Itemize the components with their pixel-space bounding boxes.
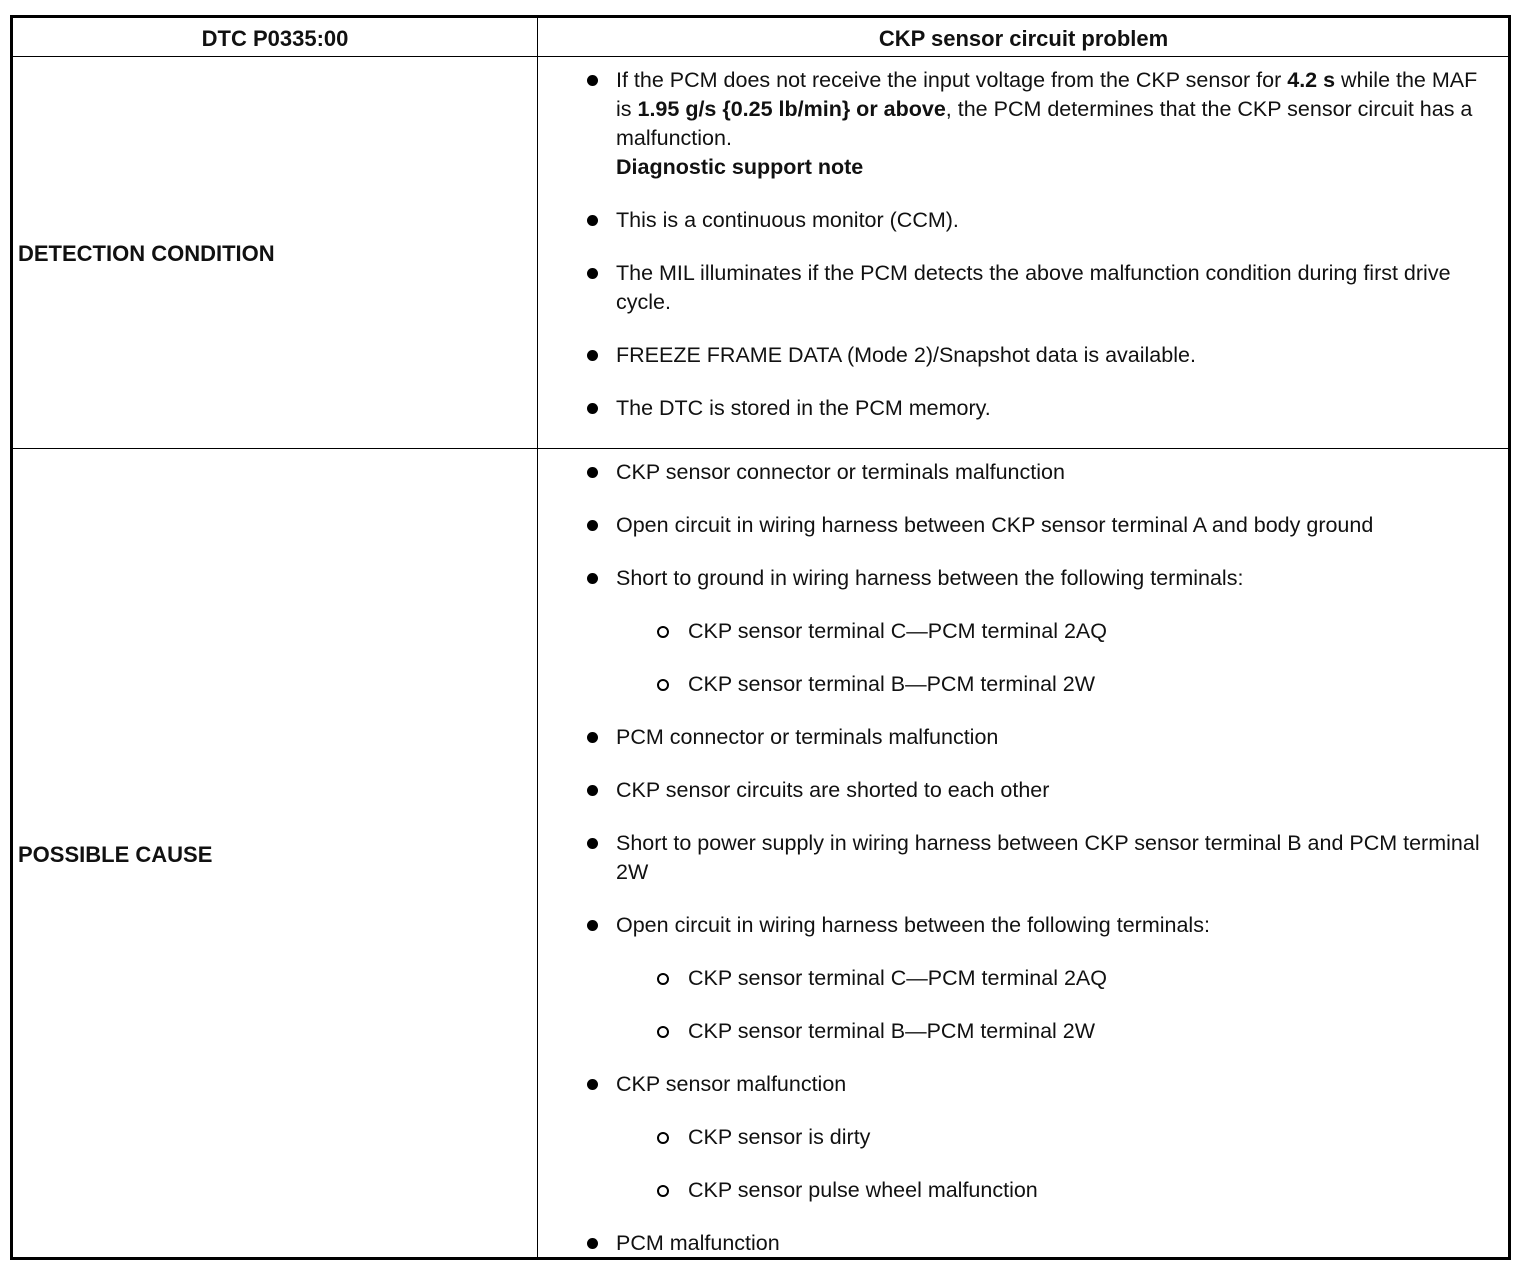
sub-bullet-icon [657, 1185, 669, 1197]
dtc-table [10, 15, 1511, 1260]
sub-bullet-icon [657, 626, 669, 638]
list-item: The DTC is stored in the PCM memory. [539, 394, 1508, 423]
detection-condition-cell [539, 66, 1508, 423]
sub-list-item: CKP sensor is dirty [539, 1123, 1508, 1152]
column-divider [537, 18, 538, 1257]
diagnostic-support-note-heading: Diagnostic support note [616, 155, 864, 179]
possible-cause-cell [539, 458, 1508, 1258]
bullet-icon [587, 573, 598, 584]
list-item: Short to ground in wiring harness between the following terminals: [539, 564, 1508, 593]
list-item: CKP sensor malfunction [539, 1070, 1508, 1099]
bullet-icon [587, 75, 598, 86]
list-item: PCM connector or terminals malfunction [539, 723, 1508, 752]
dtc-code-header: DTC P0335:00 [201, 26, 349, 51]
list-item: CKP sensor circuits are shorted to each other [539, 776, 1508, 805]
detection-condition-label: DETECTION CONDITION [18, 241, 275, 266]
bullet-icon [587, 520, 598, 531]
bullet-icon [587, 920, 598, 931]
bullet-icon [587, 1238, 598, 1249]
possible-cause-label: POSSIBLE CAUSE [18, 842, 213, 867]
bullet-icon [587, 1079, 598, 1090]
bullet-icon [587, 215, 598, 226]
sub-list-item: CKP sensor terminal C—PCM terminal 2AQ [539, 964, 1508, 993]
sub-bullet-icon [657, 679, 669, 691]
sub-list-item: CKP sensor terminal B—PCM terminal 2W [539, 1017, 1508, 1046]
bullet-icon [587, 403, 598, 414]
sub-list-item: CKP sensor terminal B—PCM terminal 2W [539, 670, 1508, 699]
bullet-icon [587, 350, 598, 361]
list-item: FREEZE FRAME DATA (Mode 2)/Snapshot data is available. [539, 341, 1508, 370]
list-item: Open circuit in wiring harness between CKP sensor terminal A and body ground [539, 511, 1508, 540]
bullet-icon [587, 732, 598, 743]
sub-bullet-icon [657, 1132, 669, 1144]
sub-list-item: CKP sensor pulse wheel malfunction [539, 1176, 1508, 1205]
bullet-icon [587, 268, 598, 279]
bullet-icon [587, 467, 598, 478]
bullet-icon [587, 785, 598, 796]
dtc-title-header: CKP sensor circuit problem [878, 26, 1169, 51]
list-item: The MIL illuminates if the PCM detects the above malfunction condition during first drive cycle. [539, 259, 1508, 317]
list-item: PCM malfunction [539, 1229, 1508, 1258]
list-item: If the PCM does not receive the input voltage from the CKP sensor for 4.2 s while the MAF is 1.95 g/s {0.25 lb/min} or above, the PCM determines that the CKP sensor circuit has a malfunction. [539, 66, 1508, 153]
list-item: Short to power supply in wiring harness between CKP sensor terminal B and PCM terminal 2W [539, 829, 1508, 887]
sub-bullet-icon [657, 1026, 669, 1038]
row-divider [13, 448, 1508, 449]
list-item: Open circuit in wiring harness between the following terminals: [539, 911, 1508, 940]
list-item: This is a continuous monitor (CCM). [539, 206, 1508, 235]
list-item: CKP sensor connector or terminals malfunction [539, 458, 1508, 487]
sub-bullet-icon [657, 973, 669, 985]
sub-list-item: CKP sensor terminal C—PCM terminal 2AQ [539, 617, 1508, 646]
bullet-icon [587, 838, 598, 849]
